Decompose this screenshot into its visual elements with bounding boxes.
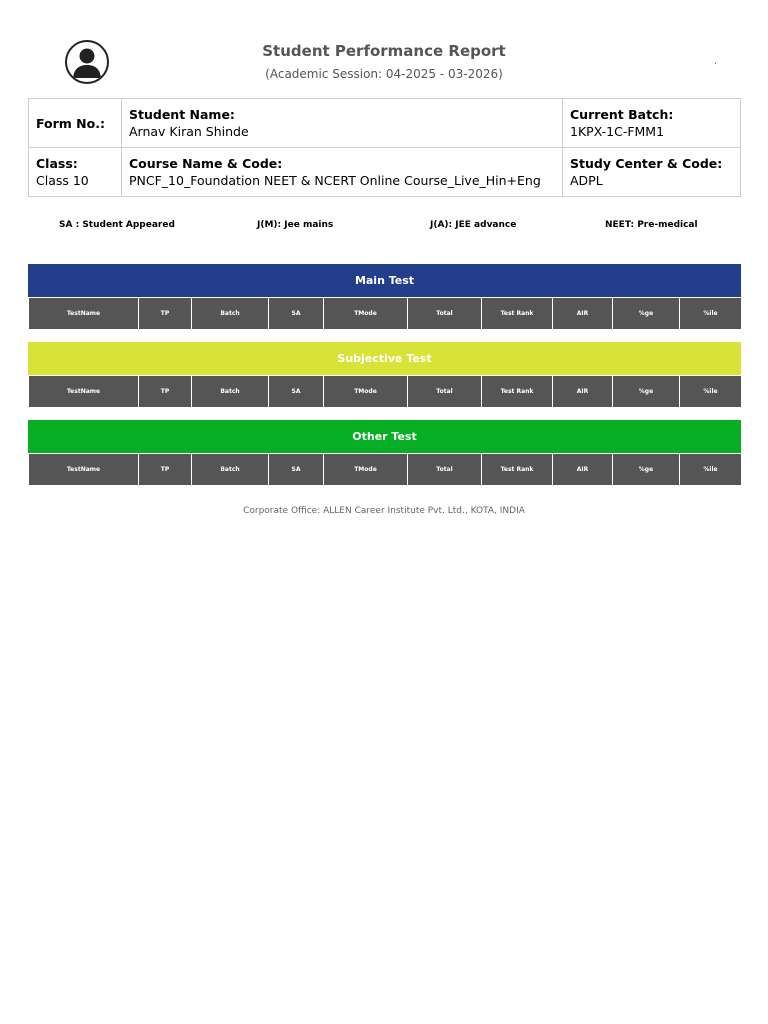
col-batch: Batch: [192, 376, 269, 408]
student-name-value: Arnav Kiran Shinde: [129, 124, 249, 139]
current-batch-label: Current Batch:: [570, 107, 674, 122]
course-cell: [122, 148, 563, 197]
main-test-columns: [28, 297, 742, 330]
abbreviation-legend: [28, 220, 741, 234]
form-no-cell: [29, 99, 122, 148]
col-percentile: %ile: [680, 376, 742, 408]
academic-session: (Academic Session: 04-2025 - 03-2026): [265, 67, 503, 81]
col-test-rank: Test Rank: [482, 298, 553, 330]
course-label: Course Name & Code:: [129, 156, 283, 171]
col-batch: Batch: [192, 454, 269, 486]
col-sa: SA: [269, 376, 324, 408]
study-center-label: Study Center & Code:: [570, 156, 723, 171]
student-name-label: Student Name:: [129, 107, 235, 122]
legend-jm: J(M): Jee mains: [257, 220, 334, 230]
col-test-rank: Test Rank: [482, 454, 553, 486]
col-total: Total: [408, 376, 482, 408]
other-test-columns: [28, 453, 742, 486]
legend-neet: NEET: Pre-medical: [605, 220, 698, 230]
col-tmode: TMode: [324, 454, 408, 486]
legend-ja: J(A): JEE advance: [430, 220, 517, 230]
col-percentage: %ge: [613, 376, 680, 408]
col-tp: TP: [139, 454, 192, 486]
other-test-section: [28, 420, 741, 486]
subjective-test-columns: [28, 375, 742, 408]
main-test-section: [28, 264, 741, 330]
form-no-label: Form No.:: [36, 115, 105, 131]
col-air: AIR: [553, 376, 613, 408]
col-batch: Batch: [192, 298, 269, 330]
class-value: Class 10: [36, 173, 89, 188]
student-name-cell: [122, 99, 563, 148]
col-tp: TP: [139, 298, 192, 330]
class-label: Class:: [36, 156, 78, 171]
col-tmode: TMode: [324, 298, 408, 330]
col-percentile: %ile: [680, 298, 742, 330]
class-cell: [29, 148, 122, 197]
other-test-header: Other Test: [28, 420, 741, 453]
main-test-header: Main Test: [28, 264, 741, 297]
col-air: AIR: [553, 454, 613, 486]
col-total: Total: [408, 454, 482, 486]
col-testname: TestName: [29, 298, 139, 330]
footer-corporate-office: Corporate Office: ALLEN Career Institute Pvt. Ltd., KOTA, INDIA: [243, 506, 525, 516]
col-total: Total: [408, 298, 482, 330]
student-info-table: [28, 98, 741, 197]
col-percentage: %ge: [613, 298, 680, 330]
study-center-value: ADPL: [570, 173, 603, 188]
col-percentage: %ge: [613, 454, 680, 486]
course-value: PNCF_10_Foundation NEET & NCERT Online Course_Live_Hin+Eng: [129, 173, 541, 188]
report-title: Student Performance Report: [262, 42, 506, 60]
col-tmode: TMode: [324, 376, 408, 408]
col-air: AIR: [553, 298, 613, 330]
col-percentile: %ile: [680, 454, 742, 486]
col-sa: SA: [269, 454, 324, 486]
col-testname: TestName: [29, 454, 139, 486]
subjective-test-section: [28, 342, 741, 408]
legend-sa: SA : Student Appeared: [59, 220, 175, 230]
subjective-test-header: Subjective Test: [28, 342, 741, 375]
current-batch-cell: [563, 99, 741, 148]
col-test-rank: Test Rank: [482, 376, 553, 408]
header-dot: .: [714, 56, 718, 67]
col-tp: TP: [139, 376, 192, 408]
study-center-cell: [563, 148, 741, 197]
col-testname: TestName: [29, 376, 139, 408]
current-batch-value: 1KPX-1C-FMM1: [570, 124, 665, 139]
col-sa: SA: [269, 298, 324, 330]
